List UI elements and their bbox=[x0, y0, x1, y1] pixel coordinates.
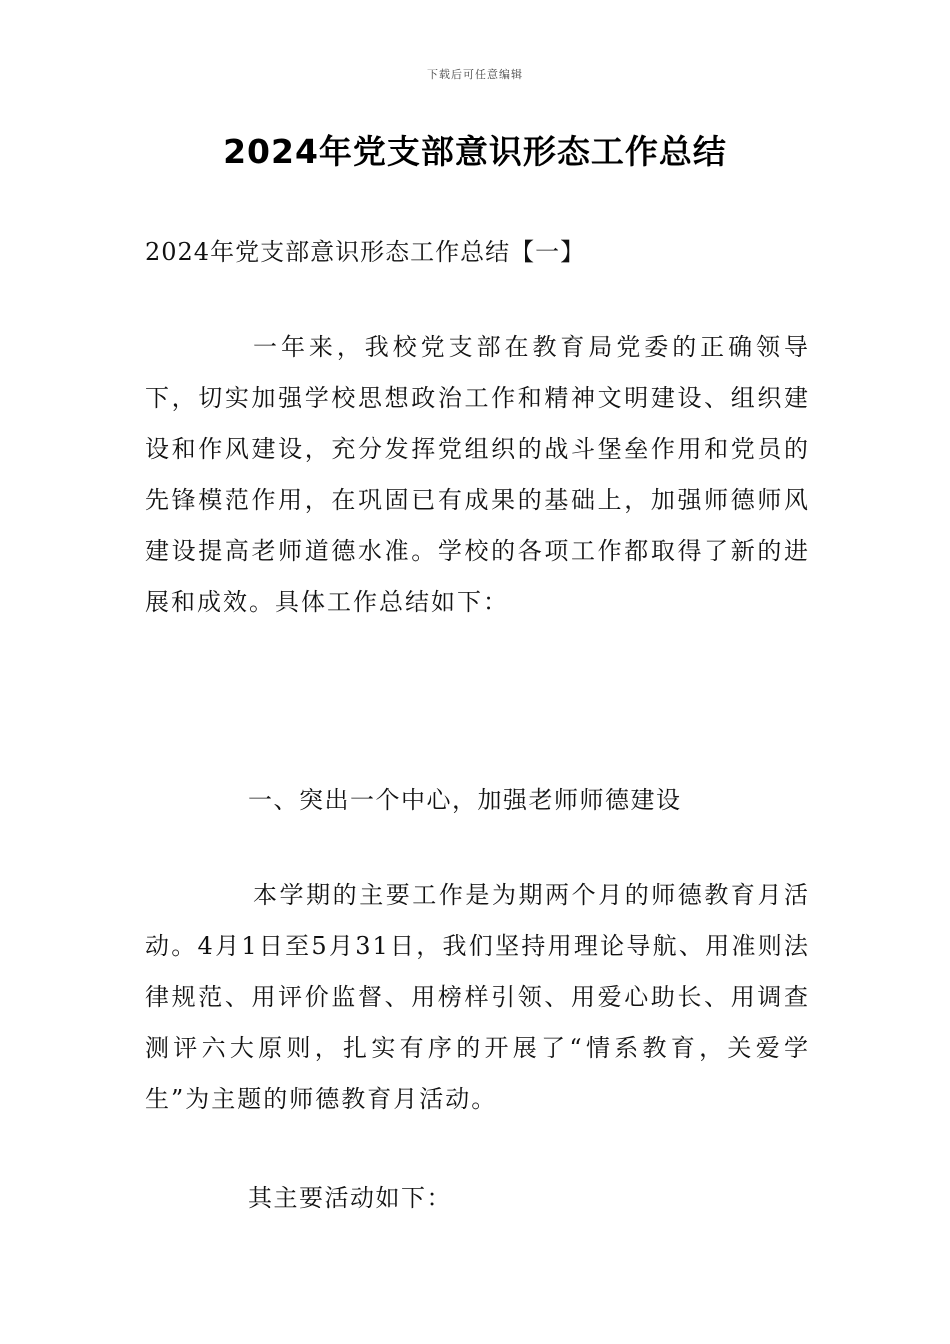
document-title: 2024年党支部意识形态工作总结 bbox=[223, 132, 727, 171]
activities-lead: 其主要活动如下： bbox=[248, 1184, 452, 1212]
section-1-heading: 一、突出一个中心，加强老师师德建设 bbox=[248, 786, 682, 814]
intro-paragraph: 一年来，我校党支部在教育局党委的正确领导下，切实加强学校思想政治工作和精神文明建设、组织建设和作风建设，充分发挥党组织的战斗堡垒作用和党员的先锋模范作用，在巩固已有成果的基础上，加强师德师风建设提高老师道德水准。学校的各项工作都取得了新的进展和成效。具体工作总结如下： bbox=[145, 333, 810, 616]
section-1-paragraph: 本学期的主要工作是为期两个月的师德教育月活动。4月1日至5月31日，我们坚持用理论导航、用准则法律规范、用评价监督、用榜样引领、用爱心助长、用调查测评六大原则，扎实有序的开展了“情系教育，关爱学生”为主题的师德教育月活动。 bbox=[145, 881, 810, 1113]
document-subtitle: 2024年党支部意识形态工作总结【一】 bbox=[145, 238, 586, 266]
header-note: 下载后可任意编辑 bbox=[427, 68, 523, 81]
